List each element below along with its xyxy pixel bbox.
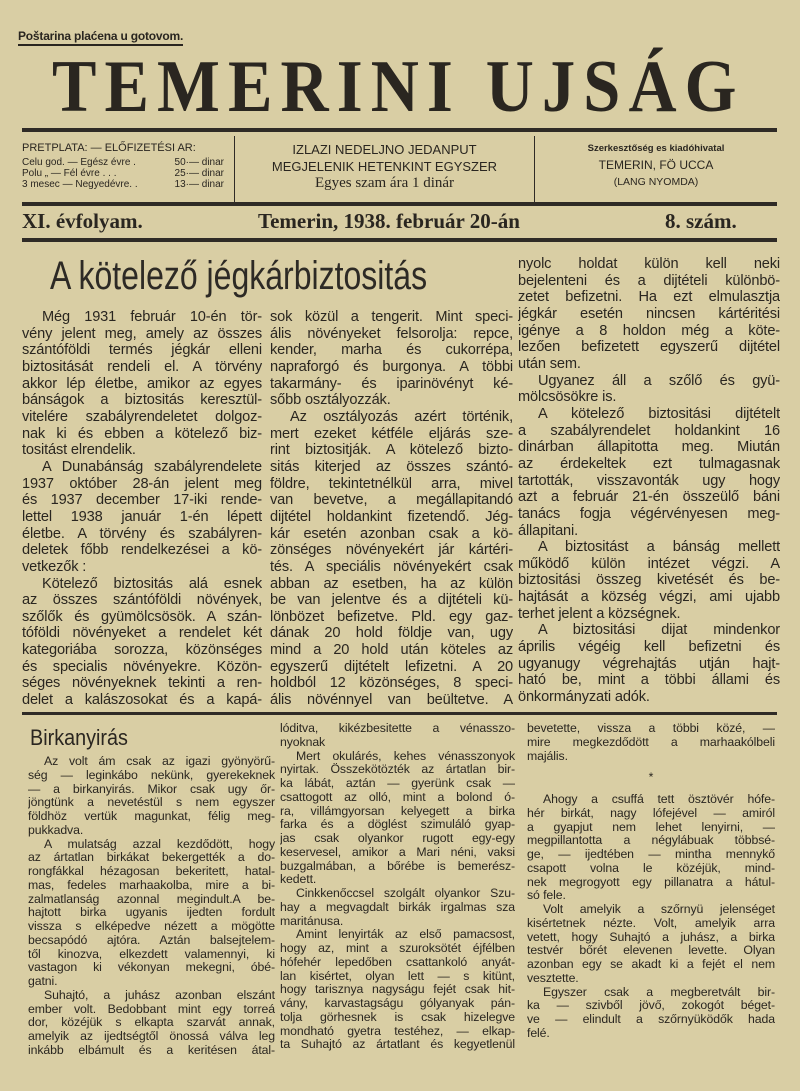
text-line: farka és a döglést szimuláló gyap- bbox=[280, 818, 515, 832]
masthead: TEMERINI UJSÁG bbox=[52, 46, 745, 128]
text-line: mas, fedeles marhaakolba, mire a bi- bbox=[28, 878, 275, 892]
text-line: A Dunabánság szabályrendelete bbox=[42, 458, 262, 475]
text-line: A biztositási dijat mindenkor bbox=[538, 622, 780, 639]
text-line: Az volt ám csak az igazi gyönyörű- bbox=[44, 755, 275, 768]
text-line: napraforgó és burgonya. A többi bbox=[270, 358, 513, 375]
text-line: — a birkanyirás. Mikor csak ugy őr- bbox=[28, 782, 275, 796]
article-column bbox=[270, 309, 513, 709]
text-line: só fele. bbox=[527, 889, 566, 903]
text-line: biztositását rendeli el. A törvény bbox=[22, 358, 262, 375]
paragraph bbox=[270, 409, 513, 709]
text-line: rint biztositják. A kötelező bizto- bbox=[270, 442, 513, 459]
text-line: A kötelező biztositási dijtételt bbox=[538, 405, 780, 422]
text-line: hay a megvagdalt birkák irgalmas sza bbox=[280, 900, 515, 914]
text-line: tartották, visszavonták ugy hogy bbox=[518, 472, 780, 489]
text-line: mondható gyetra testéhez, — elkap- bbox=[280, 1024, 515, 1038]
text-line: azt a február 21-én összeülő báni bbox=[518, 489, 780, 506]
text-line: azonban egy se akadt ki a fejét el nem bbox=[527, 958, 775, 971]
text-line: igénye a 8 holdon még a köte- bbox=[518, 322, 780, 339]
text-line: Amint lenyirták az első pamacsost, bbox=[296, 928, 515, 942]
text-line: keservesel, amikor a Mari néni, vaksi bbox=[280, 845, 515, 859]
text-line: ugyanugy végrehajtás utján hajt- bbox=[518, 655, 780, 672]
text-line: működő külön intézet végzi. A bbox=[518, 555, 780, 572]
text-line: től kinozva, elkezdett valamennyi, ki bbox=[28, 947, 275, 961]
text-line: vesztette. bbox=[527, 971, 579, 985]
text-line: tanács fogja végérvényesen meg- bbox=[518, 505, 780, 522]
office-line: (LANG NYOMDA) bbox=[613, 176, 699, 188]
subscription-heading: PRETPLATA: — ELŐFIZETÉSI AR: bbox=[22, 142, 196, 154]
office-line: TEMERIN, FÖ UCCA bbox=[598, 158, 714, 172]
text-line: a szabályrendelet holdankint 16 bbox=[518, 422, 780, 439]
text-line: földre, tekintetnélkül arra, mivel bbox=[270, 475, 513, 492]
article-column bbox=[518, 256, 780, 706]
text-line: életbe. A törvény és szabályren- bbox=[22, 525, 262, 542]
text-line: holdból 12 közönséges, 8 speci- bbox=[270, 675, 513, 692]
paragraph bbox=[280, 750, 515, 888]
paragraph bbox=[527, 793, 775, 903]
article-column bbox=[28, 755, 275, 1058]
text-line: maritánusa. bbox=[280, 914, 344, 928]
text-line: dinárban állapitotta meg. Miután bbox=[518, 439, 780, 456]
text-line: A mulatság azzal kezdődött, hogy bbox=[44, 837, 275, 851]
text-line: jégkár esetén nincsen kártéritési bbox=[518, 305, 780, 322]
text-line: felé. bbox=[527, 1026, 550, 1040]
text-line: ség — leginkábo nekünk, gyerekeknek bbox=[28, 768, 275, 782]
price-label: Polu „ — Fél évre . . . bbox=[22, 168, 117, 179]
text-line: lettel 1938 január 1-én lépett bbox=[22, 508, 262, 525]
publication-info bbox=[235, 136, 535, 202]
postage-note: Poštarina plaćena u gotovom. bbox=[18, 29, 183, 46]
rule bbox=[22, 238, 777, 242]
paragraph bbox=[518, 373, 780, 406]
text-line: kategoriába sorozza, közönséges bbox=[22, 642, 262, 659]
text-line: lezően befizetett egyszerű dijtétel bbox=[518, 339, 780, 356]
info-box bbox=[22, 136, 777, 202]
text-line: * bbox=[648, 771, 654, 785]
text-line: ra, villámgyorsan kelyegett a birka bbox=[280, 804, 515, 818]
text-line: hajtását a község végzi, ami ujabb bbox=[518, 589, 780, 606]
text-line: amelyik az ijedtségtől önossá válva leg bbox=[28, 1030, 275, 1043]
text-line: jas csak olyankor rugott egy-egy bbox=[280, 832, 515, 845]
office-line: Szerkesztőség es kiadóhivatal bbox=[587, 143, 725, 154]
text-line: be van jelentve és a dijtételi kü- bbox=[270, 592, 513, 609]
text-line: zönséges növényekért jár kártéri- bbox=[270, 542, 513, 559]
paragraph bbox=[22, 459, 262, 576]
text-line: sitás kiterjed az összes szántó- bbox=[270, 458, 513, 475]
text-line: Egyszer csak a megberetvált bir- bbox=[543, 985, 775, 999]
text-line: lóditva, kikézbesitette a vénasszo- bbox=[280, 722, 515, 735]
text-line: vissza s elképedve nézett a mögötte bbox=[28, 920, 275, 933]
text-line: ka — szivből jövő, zokogót béget- bbox=[527, 999, 775, 1013]
text-line: akkor lép életbe, amikor az egyes bbox=[22, 375, 262, 392]
text-line: egyszerű dijtételt lefizetni. A 20 bbox=[270, 658, 513, 675]
text-line: dor, közéjük s elkapta szarvát annak, bbox=[28, 1016, 275, 1030]
text-line: deletek főbb rendelkezései a kö- bbox=[22, 542, 262, 559]
price-row bbox=[22, 179, 234, 190]
publication-line: IZLAZI NEDELJNO JEDANPUT bbox=[292, 142, 477, 157]
text-line: dának 20 hold földje van, ugy bbox=[270, 625, 513, 642]
paragraph bbox=[518, 256, 780, 373]
text-line: tolja görhesnek is csak hizelegve bbox=[280, 1010, 515, 1024]
text-line: Még 1931 február 10-én tör- bbox=[42, 309, 262, 325]
price-value: 25·— dinar bbox=[174, 168, 224, 179]
text-line: sőbb osztályozzák. bbox=[270, 392, 391, 409]
text-line: hófehér lepedőben csattankoló anyát- bbox=[280, 955, 515, 969]
text-line: állapitani. bbox=[518, 522, 579, 539]
text-line: az érdekeltek ezt tulmagasnak bbox=[518, 455, 780, 472]
text-line: földhöz vertük magunkat, félig meg- bbox=[28, 810, 275, 823]
text-line: Ahogy a csuffá tett ösztövér hófe- bbox=[543, 793, 775, 806]
text-line: ember volt. Bedobbant mint egy torreá bbox=[28, 1002, 275, 1016]
publication-line: MEGJELENIK HETENKINT EGYSZER bbox=[271, 159, 498, 174]
text-line: inkább elbámult és a keritésen átal- bbox=[28, 1043, 275, 1057]
text-line: nyolc holdat külön kell neki bbox=[518, 256, 780, 272]
text-line: tositást elrendelik. bbox=[22, 442, 136, 459]
text-line: majális. bbox=[527, 749, 568, 763]
article-column bbox=[22, 309, 262, 709]
text-line: vetett, hogy Suhajtó a juhász, a birka bbox=[527, 930, 775, 944]
paragraph bbox=[280, 887, 515, 928]
article-column bbox=[280, 722, 515, 1052]
text-line: vetkezők : bbox=[22, 558, 87, 575]
text-line: mire megkezdődött a marhaakólbeli bbox=[527, 735, 775, 749]
text-line: A biztositást a bánság mellett bbox=[538, 539, 780, 556]
text-line: sok közül a tengerit. Mint speci- bbox=[270, 309, 513, 325]
text-line: kisértetnek nézte. Volt, amelyik arra bbox=[527, 916, 775, 930]
rule bbox=[22, 712, 777, 715]
text-line: gatni. bbox=[28, 975, 58, 988]
text-line: Mert okulárés, kehes vénasszonyok bbox=[296, 749, 515, 763]
text-line: becsapódó ajtóra. Aztán balsejtelem- bbox=[28, 933, 275, 947]
text-line: vitelére szabályrendeletet dolgoz- bbox=[22, 408, 262, 425]
text-line: zalmatlanság azonnal megindult.A be- bbox=[28, 892, 275, 906]
paragraph bbox=[518, 539, 780, 622]
text-line: Ugyanez áll a szőlő és gyü- bbox=[538, 372, 780, 389]
text-line: bejelenteni és a dijtételi különbö- bbox=[518, 272, 780, 289]
paragraph bbox=[28, 755, 275, 838]
text-line: nyirtak. Összekötözték az ártatlan bir- bbox=[280, 763, 515, 777]
paragraph bbox=[22, 576, 262, 709]
paragraph bbox=[280, 722, 515, 750]
text-line: bánságok a biztositás keresztül- bbox=[22, 392, 262, 409]
text-line: vány, karvastagságu gólyanyak pán- bbox=[280, 997, 515, 1010]
text-line: Az osztályozás azért történik, bbox=[290, 408, 513, 425]
volume: XI. évfolyam. bbox=[22, 209, 143, 233]
text-line: kár esetén azonban csak a kö- bbox=[270, 525, 513, 542]
text-line: ve — elindult a szőrnyüködők hada bbox=[527, 1013, 775, 1026]
text-line: delet a kalászosokat és a kapá- bbox=[22, 692, 262, 709]
text-line: biztositási összeg kivetését és be- bbox=[518, 572, 780, 589]
text-line: lan kisértet, olyan lett — s kitünt, bbox=[280, 969, 515, 983]
single-issue-price: Egyes szam ára 1 dinár bbox=[314, 175, 455, 191]
text-line: dijtétel holdankint fizetendő. Jég- bbox=[270, 508, 513, 525]
paragraph bbox=[518, 406, 780, 539]
paragraph bbox=[28, 989, 275, 1058]
text-line: tóföldi növényeket a rendelet két bbox=[22, 625, 262, 642]
price-row bbox=[22, 157, 234, 168]
text-line: van bevetve, a megállapitandó bbox=[270, 492, 513, 509]
text-line: után sem. bbox=[518, 355, 581, 372]
text-line: Volt amelyik a szőrnyü jelenséget bbox=[543, 903, 775, 916]
issue-number: 8. szám. bbox=[665, 209, 737, 233]
text-line: tés. A speciális növényekért csak bbox=[270, 558, 513, 575]
price-value: 13·— dinar bbox=[174, 179, 224, 190]
text-line: csapott volna le közéjük, mind- bbox=[527, 861, 775, 875]
dateline: Temerin, 1938. február 20-án bbox=[258, 209, 520, 233]
text-line: Cinkkenőccsel szolgált olyankor Szu- bbox=[296, 887, 515, 900]
price-label: Celu god. — Egész évre . bbox=[22, 157, 136, 168]
text-line: vény jelent meg, amely az összes bbox=[22, 325, 262, 342]
text-line: jöngtünk a nevetéstül s nem egyszer bbox=[28, 796, 275, 810]
paragraph bbox=[28, 838, 275, 989]
text-line: takarmány- és iparinövényt ké- bbox=[270, 375, 513, 392]
text-line: hajtott birka ugyanis ijedten fordult bbox=[28, 906, 275, 920]
text-line: buzgalmában, a bőrébe is bemerész- bbox=[280, 859, 515, 873]
text-line: a gyapjut nem lehet lenyirni, — bbox=[527, 820, 775, 834]
article-title: A kötelező jégkárbiztositás bbox=[50, 254, 428, 298]
text-line: és specialis növényekre. Közön- bbox=[22, 658, 262, 675]
text-line: 1937 október 28-án jelent meg bbox=[22, 475, 262, 492]
subscription-prices bbox=[22, 136, 235, 202]
text-line: hogy az, mint a szuroksötét éjfélben bbox=[280, 942, 515, 955]
editorial-office bbox=[535, 136, 777, 202]
text-line: bevetette, vissza a többi közé, — bbox=[527, 722, 775, 735]
text-line: terhet jelent a községnek. bbox=[518, 605, 681, 622]
paragraph bbox=[527, 986, 775, 1041]
text-line: hér birkát, nagy lófejével — amiról bbox=[527, 806, 775, 820]
paragraph bbox=[280, 928, 515, 1052]
text-line: ható be, mint a többi állami és bbox=[518, 672, 780, 689]
text-line: ális növénnyel van beültetve. A bbox=[270, 692, 513, 709]
rule bbox=[22, 128, 777, 132]
text-line: pukkadva. bbox=[28, 823, 84, 837]
text-line: szőlők és gyümölcsösök. A szán- bbox=[22, 608, 262, 625]
text-line: kedett. bbox=[280, 873, 317, 887]
text-line: nak ki és ebben a kötelező biz- bbox=[22, 425, 262, 442]
article-column bbox=[527, 722, 775, 1041]
text-line: Kötelező biztositás alá esnek bbox=[42, 575, 262, 592]
text-line: megpillantotta a négylábuak többsé- bbox=[527, 834, 775, 848]
text-line: hogy tarisznya nagyságu fejét csak hit- bbox=[280, 983, 515, 997]
paragraph bbox=[270, 309, 513, 409]
paragraph bbox=[527, 722, 775, 763]
text-line: abban az esetben, ha az külön bbox=[270, 575, 513, 592]
text-line: mert ezeket kétféle eljárás sze- bbox=[270, 425, 513, 442]
text-line: ális növényeket felsorolja: repce, bbox=[270, 325, 513, 342]
text-line: rongfákkal hézagosan bekeritett, hatal- bbox=[28, 865, 275, 878]
text-line: szántóföldi termés jégkár elleni bbox=[22, 342, 262, 359]
text-line: április végéig kell befizetni és bbox=[518, 639, 780, 656]
price-value: 50·— dinar bbox=[174, 157, 224, 168]
text-line: mind a 20 hold után köteles az bbox=[270, 642, 513, 659]
paragraph bbox=[518, 622, 780, 705]
paragraph bbox=[527, 903, 775, 986]
text-line: és 1937 december 17-iki rende- bbox=[22, 492, 262, 509]
text-line: mölcsösökre is. bbox=[518, 389, 617, 406]
text-line: csattogott az olló, mint a bolond ó- bbox=[280, 790, 515, 804]
price-row bbox=[22, 168, 234, 179]
text-line: nek megrogyott egy pillanatra a hátul- bbox=[527, 875, 775, 889]
paragraph bbox=[527, 771, 775, 785]
text-line: séges növényeknek tekinti a ren- bbox=[22, 675, 262, 692]
price-label: 3 mesec — Negyedévre. . bbox=[22, 179, 138, 190]
text-line: zetet befizetni. Ha ezt elmulasztja bbox=[518, 289, 780, 306]
article-title: Birkanyirás bbox=[30, 725, 128, 750]
text-line: ge, — ijedtében — mintha mennykő bbox=[527, 848, 775, 861]
text-line: önkormányzati adók. bbox=[518, 689, 650, 706]
text-line: nyoknak bbox=[280, 735, 326, 749]
text-line: kender, marha és cukorrépa, bbox=[270, 342, 513, 359]
text-line: ka lábát, aztán — gyerünk csak — bbox=[280, 777, 515, 790]
text-line: testvér bőrét elevenen levette. Olyan bbox=[527, 944, 775, 958]
text-line: lönbözet befizetve. Pld. egy gaz- bbox=[270, 608, 513, 625]
text-line: az ártatlan birkákat bekergették a do- bbox=[28, 851, 275, 865]
text-line: ta Suhajtó az ártatlant és kegyetlenül bbox=[280, 1038, 515, 1052]
text-line: vastagon ki vékonyan mekegni, óbé- bbox=[28, 961, 275, 975]
text-line: az összes szántóföldi növények, bbox=[22, 592, 262, 609]
paragraph bbox=[22, 309, 262, 459]
text-line: Suhajtó, a juhász azonban elszánt bbox=[44, 988, 275, 1002]
